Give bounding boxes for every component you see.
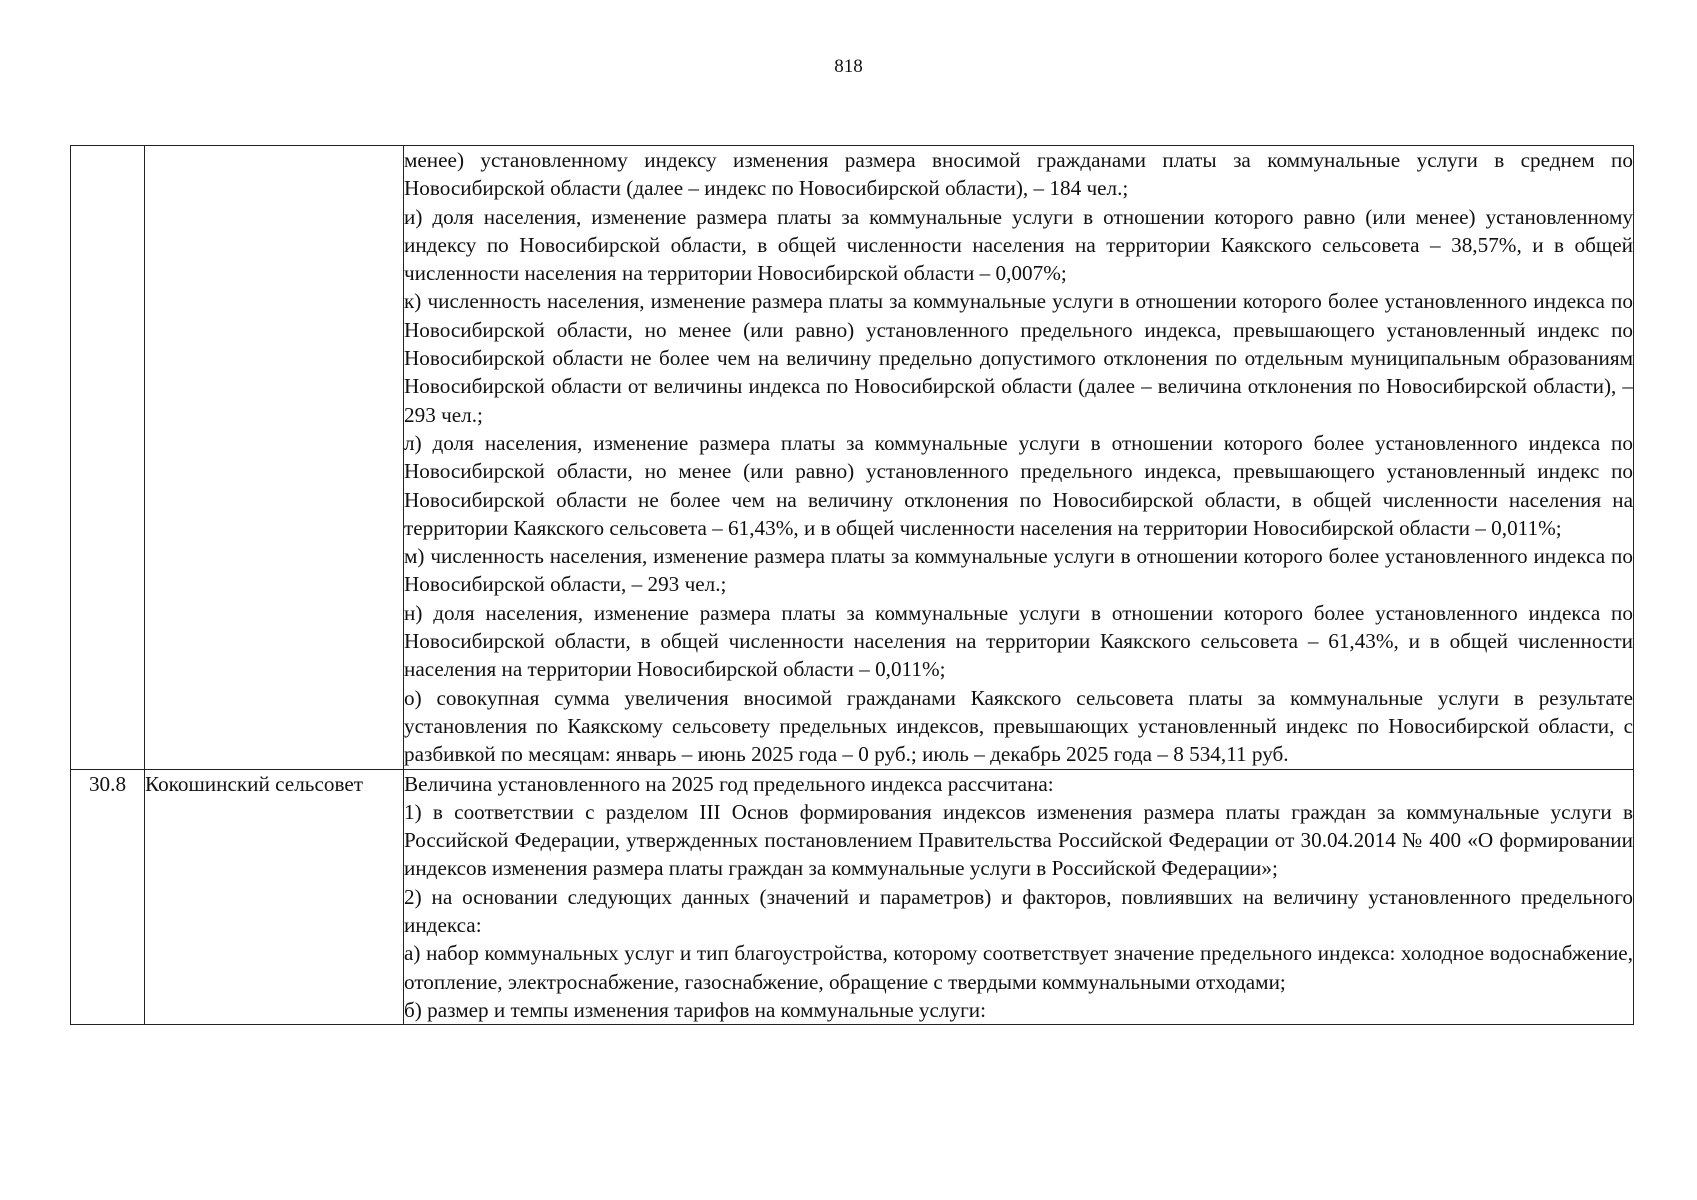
paragraph: н) доля населения, изменение размера платы за коммунальные услуги в отношении которого более установленного индекса по Новосибирской области, в общей численности населения на территории Каякского сельсовета – 61,43%, и в общей численности населения на территории Новосибирской области – 0,011%; <box>404 600 1633 682</box>
paragraph: и) доля населения, изменение размера платы за коммунальные услуги в отношении которого равно (или менее) установленному индексу по Новосибирской области, в общей численности населения на территории Каякского сельсовета – 38,57%, и в общей численности населения на территории Новосибирской области – 0,007%; <box>404 204 1633 286</box>
row-number-cell: 30.8 <box>71 769 145 1025</box>
paragraph: а) набор коммунальных услуг и тип благоустройства, которому соответствует значение предельного индекса: холодное водоснабжение, отопление, электроснабжение, газоснабжение, обращение с твердыми коммунальными отходами; <box>404 941 1633 994</box>
municipality-name-cell <box>145 146 404 770</box>
paragraph: м) численность населения, изменение размера платы за коммунальные услуги в отношении которого более установленного индекса по Новосибирской области, – 293 чел.; <box>404 544 1633 597</box>
paragraph: л) доля населения, изменение размера платы за коммунальные услуги в отношении которого более установленного индекса по Новосибирской области, но менее (или равно) установленного предельного индекса, превышающего установленный индекс по Новосибирской области не более чем на величину отклонения по Новосибирской области, в общей численности населения на территории Каякского сельсовета – 61,43%, и в общей численности населения на территории Новосибирской области – 0,011%; <box>404 430 1633 540</box>
paragraph: о) совокупная сумма увеличения вносимой гражданами Каякского сельсовета платы за коммунальные услуги в результате установления по Каякскому сельсовету предельных индексов, превышающих установленный индекс по Новосибирской области, с разбивкой по месяцам: январь – июнь 2025 года – 0 руб.; июль – декабрь 2025 года – 8 534,11 руб. <box>404 685 1633 767</box>
document-table <box>70 145 1634 1025</box>
description-cell <box>404 146 1634 770</box>
paragraph: Величина установленного на 2025 год предельного индекса рассчитана: <box>404 771 1054 796</box>
page-number: 818 <box>834 56 863 77</box>
paragraph: к) численность населения, изменение размера платы за коммунальные услуги в отношении которого более установленного индекса по Новосибирской области, но менее (или равно) установленного предельного индекса, превышающего установленный индекс по Новосибирской области не более чем на величину предельно допустимого отклонения по отдельным муниципальным образованиям Новосибирской области от величины индекса по Новосибирской области (далее – величина отклонения по Новосибирской области), – 293 чел.; <box>404 289 1633 427</box>
table-row <box>71 146 1634 770</box>
description-cell <box>404 769 1634 1025</box>
table-row <box>71 769 1634 1025</box>
municipality-name-cell: Кокошинский сельсовет <box>145 769 404 1025</box>
row-number-cell <box>71 146 145 770</box>
paragraph: 1) в соответствии с разделом III Основ формирования индексов изменения размера платы граждан за коммунальные услуги в Российской Федерации, утвержденных постановлением Правительства Российской Федерации от 30.04.2014 № 400 «О формировании индексов изменения размера платы граждан за коммунальные услуги в Российской Федерации»; <box>404 799 1633 881</box>
paragraph: менее) установленному индексу изменения размера вносимой гражданами платы за коммунальные услуги в среднем по Новосибирской области (далее – индекс по Новосибирской области), – 184 чел.; <box>404 148 1633 201</box>
paragraph: б) размер и темпы изменения тарифов на коммунальные услуги: <box>404 997 987 1022</box>
paragraph: 2) на основании следующих данных (значений и параметров) и факторов, повлиявших на величину установленного предельного индекса: <box>404 884 1633 938</box>
